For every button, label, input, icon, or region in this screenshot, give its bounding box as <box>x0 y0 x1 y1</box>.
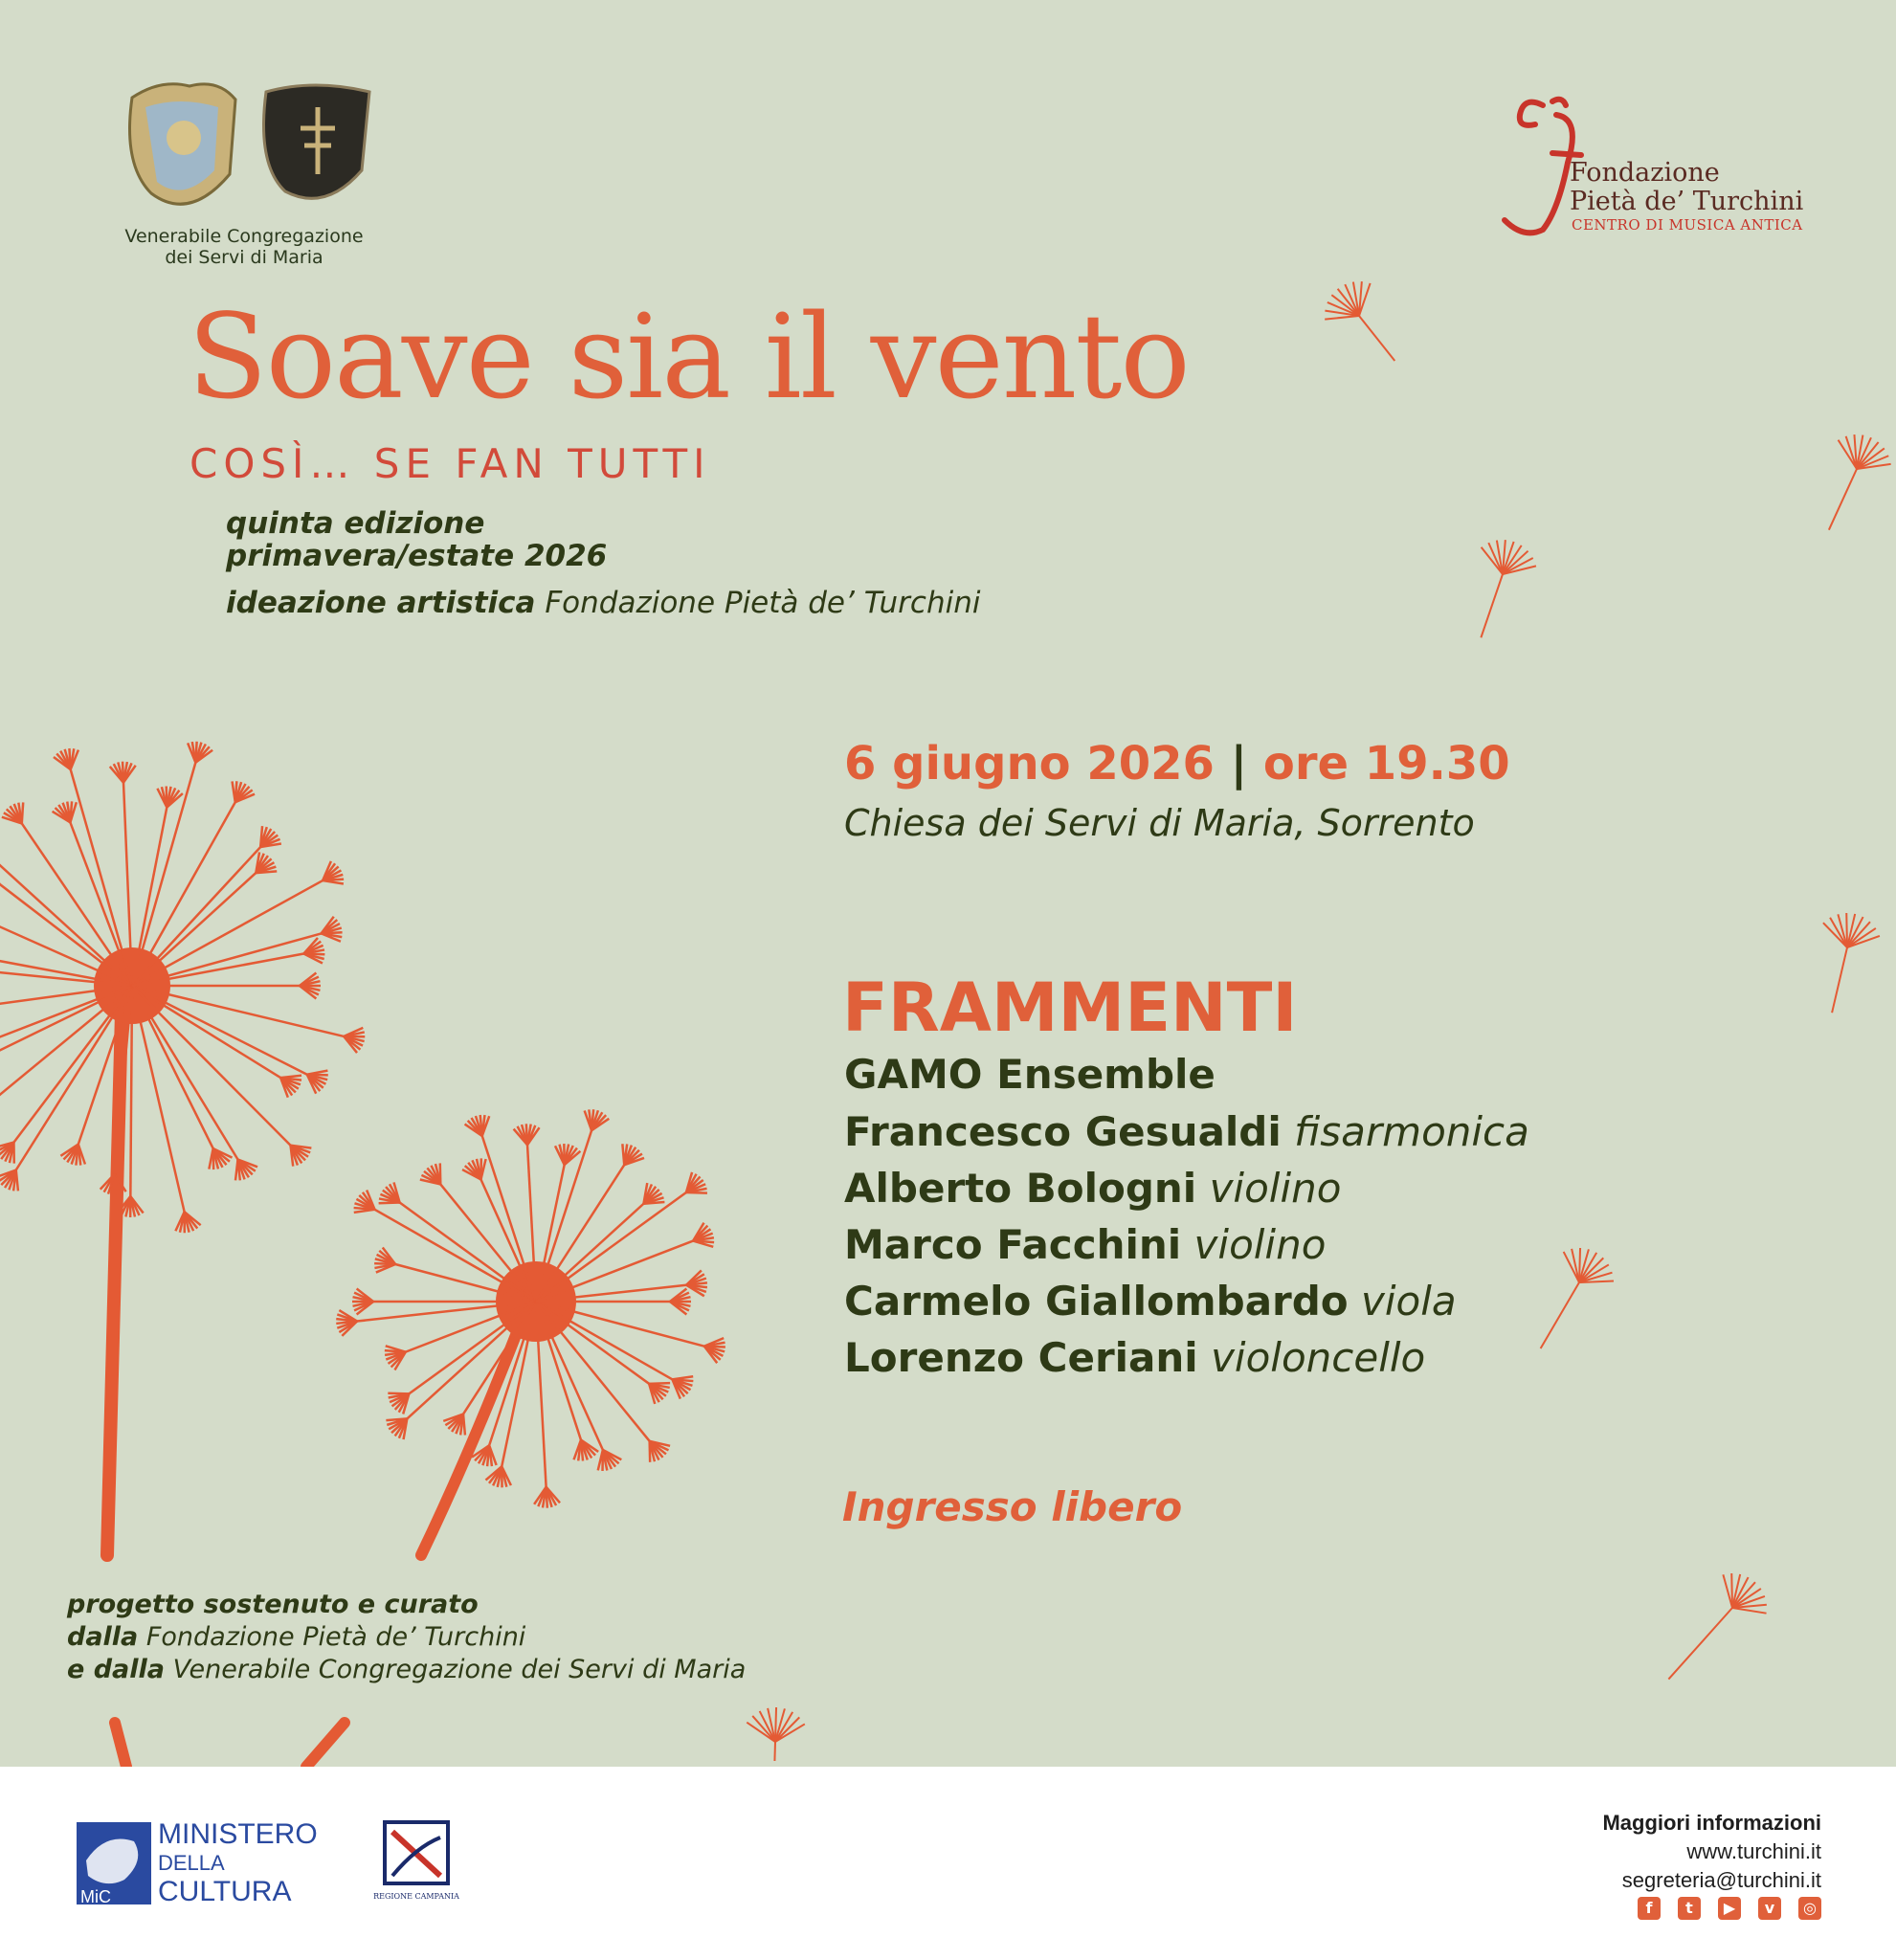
contact-info <box>1602 1809 1821 1895</box>
performer-line <box>844 1334 1425 1381</box>
performer-name: Francesco Gesualdi <box>844 1108 1282 1155</box>
support-line2-label: dalla <box>67 1622 139 1652</box>
vimeo-icon[interactable]: v <box>1758 1897 1781 1920</box>
ministero-cultura-text <box>158 1820 318 1906</box>
edition-label: quinta edizione <box>226 506 485 541</box>
support-credits <box>67 1589 746 1686</box>
artistic-direction-value: Fondazione Pietà de’ Turchini <box>545 586 981 620</box>
fondazione-name-line1: Fondazione <box>1570 158 1720 188</box>
social-links <box>1638 1897 1821 1920</box>
regione-campania-logo <box>373 1818 459 1903</box>
performer-name: Lorenzo Ceriani <box>844 1334 1198 1381</box>
performer-name: Carmelo Giallombardo <box>844 1278 1349 1325</box>
festival-title: Soave sia il vento <box>188 289 1189 425</box>
mic-badge: MiC <box>80 1887 111 1906</box>
campania-label: REGIONE CAMPANIA <box>373 1892 459 1901</box>
performer-role: violino <box>1193 1221 1327 1268</box>
event-time: ore 19.30 <box>1262 737 1510 791</box>
performer-line <box>844 1278 1457 1325</box>
performer-line <box>844 1108 1529 1155</box>
performer-role: viola <box>1361 1278 1457 1325</box>
event-date: 6 giugno 2026 <box>844 737 1215 791</box>
support-line3-value: Venerabile Congregazione dei Servi di Maria <box>172 1655 747 1684</box>
fondazione-tagline: CENTRO DI MUSICA ANTICA <box>1572 216 1803 234</box>
event-datetime <box>844 737 1510 791</box>
mic-line2: DELLA <box>158 1851 225 1875</box>
festival-edition <box>226 507 607 572</box>
season-label: primavera/estate 2026 <box>226 539 608 573</box>
congregation-caption <box>96 226 392 268</box>
congregation-caption-line1: Venerabile Congregazione <box>124 226 364 247</box>
email-link[interactable]: segreteria@turchini.it <box>1621 1868 1821 1892</box>
performer-line <box>844 1221 1326 1268</box>
congregation-crests-logo <box>123 78 377 212</box>
website-link[interactable]: www.turchini.it <box>1686 1839 1821 1863</box>
performer-line <box>844 1051 1216 1098</box>
performer-name: Marco Facchini <box>844 1221 1182 1268</box>
support-line1: progetto sostenuto e curato <box>67 1590 479 1619</box>
twitter-icon[interactable]: t <box>1678 1897 1701 1920</box>
artistic-direction <box>226 586 981 620</box>
performer-role: violino <box>1209 1165 1342 1212</box>
instagram-icon[interactable]: ◎ <box>1798 1897 1821 1920</box>
performer-name: Alberto Bologni <box>844 1165 1197 1212</box>
support-line2-value: Fondazione Pietà de’ Turchini <box>145 1622 526 1652</box>
performer-line <box>844 1165 1341 1212</box>
youtube-icon[interactable]: ▶ <box>1718 1897 1741 1920</box>
performer-role: fisarmonica <box>1294 1108 1529 1155</box>
info-heading: Maggiori informazioni <box>1602 1811 1821 1835</box>
mic-line1: MINISTERO <box>158 1818 318 1850</box>
facebook-icon[interactable]: f <box>1638 1897 1661 1920</box>
performer-role: violoncello <box>1211 1334 1426 1381</box>
datetime-separator: | <box>1230 737 1248 791</box>
mic-line3: CULTURA <box>158 1876 292 1907</box>
festival-subtitle: COSÌ… SE FAN TUTTI <box>190 440 711 487</box>
performer-name: GAMO Ensemble <box>844 1051 1216 1098</box>
fondazione-name <box>1570 159 1803 216</box>
event-venue: Chiesa dei Servi di Maria, Sorrento <box>844 802 1475 844</box>
congregation-caption-line2: dei Servi di Maria <box>165 247 323 268</box>
support-line3-label: e dalla <box>67 1655 165 1684</box>
artistic-direction-label: ideazione artistica <box>226 586 536 620</box>
fondazione-name-line2: Pietà de’ Turchini <box>1570 187 1804 216</box>
program-title: FRAMMENTI <box>842 969 1298 1047</box>
entry-note: Ingresso libero <box>842 1483 1183 1530</box>
